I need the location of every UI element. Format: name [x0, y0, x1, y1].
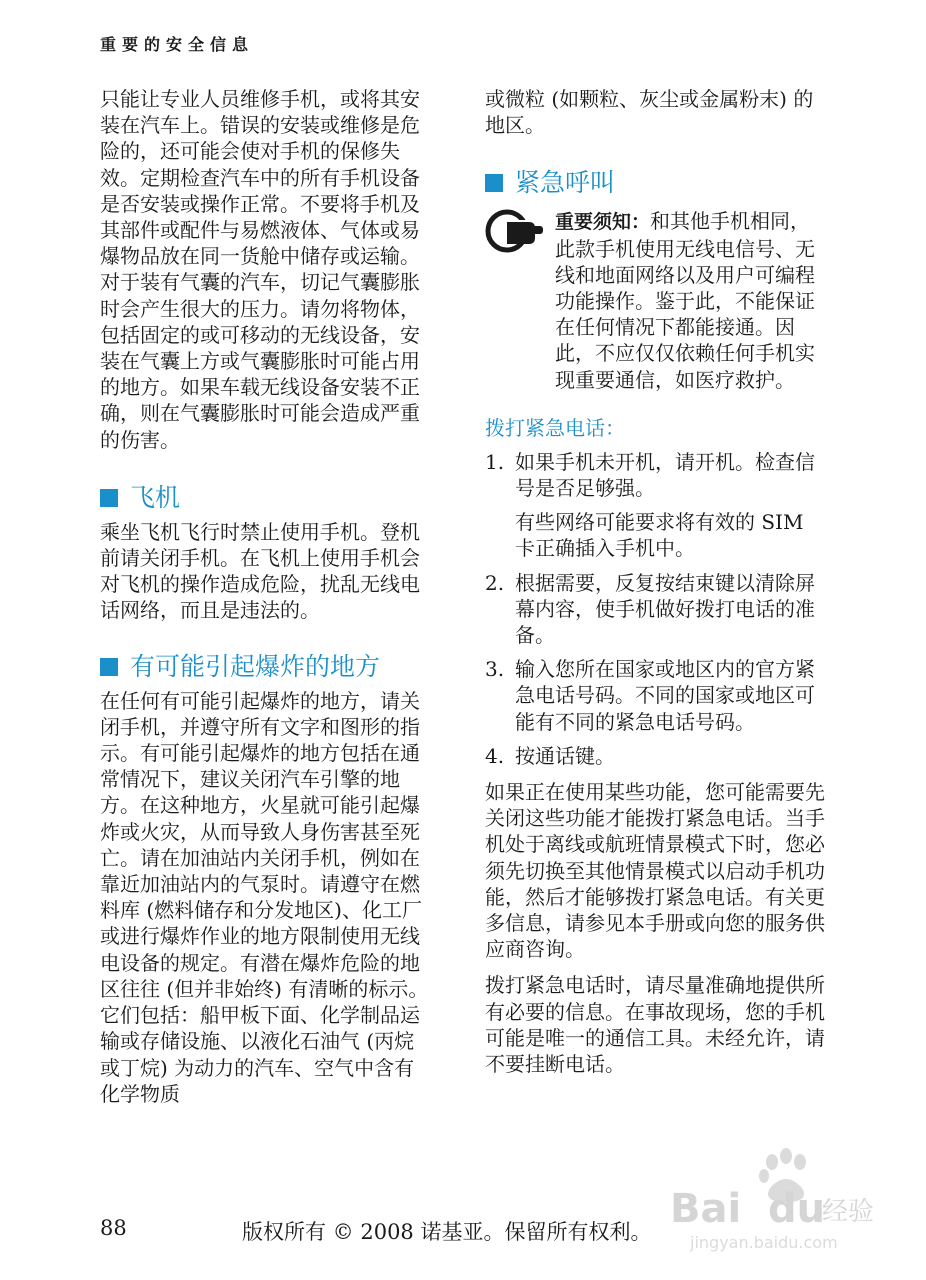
right-column [485, 86, 825, 1077]
subheading-make-call: 拨打紧急电话： [485, 415, 625, 440]
step-number: 4. [485, 743, 505, 768]
section-square-icon [100, 658, 118, 676]
notice-body: 和其他手机相同，此款手机使用无线电信号、无线和地面网络以及用户可编程功能操作。鉴于此，不能保证在任何情况下都能接通。因此，不应仅仅依赖任何手机实现重要通信，如医疗救护。 [555, 209, 815, 392]
page-number: 88 [100, 1216, 127, 1240]
aircraft-paragraph: 乘坐飞机飞行时禁止使用手机。登机前请关闭手机。在飞机上使用手机会对飞机的操作造成危险，扰乱无线电话网络，而且是违法的。 [100, 519, 420, 623]
svg-text:du: du [768, 1186, 826, 1232]
svg-text:经验: 经验 [822, 1197, 875, 1227]
section-heading-explosive [100, 652, 430, 682]
notice-label: 重要须知： [555, 211, 651, 234]
intro-paragraph: 只能让专业人员维修手机，或将其安装在汽车上。错误的安装或维修是危险的，还可能会使对手机的保修失效。定期检查汽车中的所有手机设备是否安装或操作正常。不要将手机及其部件或配件与易燃液体、气体或易爆物品放在同一货舱中储存或运输。对于装有气囊的汽车，切记气囊膨胀时会产生很大的压力。请勿将物体，包括固定的或可移动的无线设备，安装在气囊上方或气囊膨胀时可能占用的地方。如果车载无线设备安装不正确，则在气囊膨胀时可能会造成严重的伤害。 [100, 87, 420, 452]
section-heading-text: 有可能引起爆炸的地方 [130, 651, 381, 681]
list-item [485, 449, 825, 562]
section-heading-text: 飞机 [130, 482, 181, 512]
notice-pointing-hand-icon [485, 208, 555, 392]
step-number: 1. [485, 449, 505, 474]
section-heading-text: 紧急呼叫 [515, 168, 616, 198]
step-text: 输入您所在国家或地区内的官方紧急电话号码。不同的国家或地区可能有不同的紧急电话号码。 [515, 657, 815, 734]
svg-text:jingyan.baidu.com: jingyan.baidu.com [690, 1233, 838, 1252]
step-text: 根据需要，反复按结束键以清除屏幕内容，使手机做好拨打电话的准备。 [515, 570, 815, 648]
step-text: 如果手机未开机，请开机。检查信号是否足够强。 [515, 449, 815, 501]
copyright-notice: 版权所有 © 2008 诺基亚。保留所有权利。 [242, 1220, 652, 1244]
section-square-icon [485, 174, 503, 192]
running-head: 重要的安全信息 [100, 35, 255, 54]
section-heading-aircraft [100, 483, 430, 513]
step-text: 按通话键。 [515, 743, 615, 768]
svg-text:Bai: Bai [670, 1186, 742, 1232]
important-notice [485, 208, 825, 392]
notice-text-block [555, 208, 820, 392]
offline-paragraph: 如果正在使用某些功能，您可能需要先关闭这些功能才能拨打紧急电话。当手机处于离线或航班情景模式下时，您必须先切换至其他情景模式以启动手机功能，然后才能够拨打紧急电话。有关更多信息，请参见本手册或向您的服务供应商咨询。 [485, 780, 825, 962]
explosive-paragraph: 在任何有可能引起爆炸的地方，请关闭手机，并遵守所有文字和图形的指示。有可能引起爆炸的地方包括在通常情况下，建议关闭汽车引擎的地方。在这种地方，火星就可能引起爆炸或火灾，从而导致人身伤害甚至死亡。请在加油站内关闭手机，例如在靠近加油站内的气泵时。请遵守在燃料库 (燃料储存和分发地区)、化工厂或进行爆炸作业的地方限制使用无线电设备的规定。有潜在爆炸危险的地区往往 (但并非始终) 有清晰的标示。它们包括：船甲板下面、化学制品运输或存储设施、以液化石油气 (丙烷或丁烷) 为动力的汽车、空气中含有化学物质 [100, 688, 429, 1106]
list-item [485, 743, 825, 769]
section-square-icon [100, 489, 118, 507]
steps-list [485, 449, 825, 769]
list-item [485, 570, 825, 649]
step-number: 3. [485, 657, 505, 682]
step-number: 2. [485, 570, 505, 595]
baidu-watermark-logo [660, 1140, 890, 1260]
left-column [100, 86, 430, 1107]
list-item [485, 656, 825, 735]
step-note: 有些网络可能要求将有效的 SIM 卡正确插入手机中。 [515, 510, 804, 561]
info-paragraph: 拨打紧急电话时，请尽量准确地提供所有必要的信息。在事故现场，您的手机可能是唯一的通信工具。未经允许，请不要挂断电话。 [485, 973, 825, 1077]
section-heading-emergency [485, 168, 825, 198]
continued-paragraph: 或微粒 (如颗粒、灰尘或金属粉末) 的地区。 [485, 87, 814, 138]
